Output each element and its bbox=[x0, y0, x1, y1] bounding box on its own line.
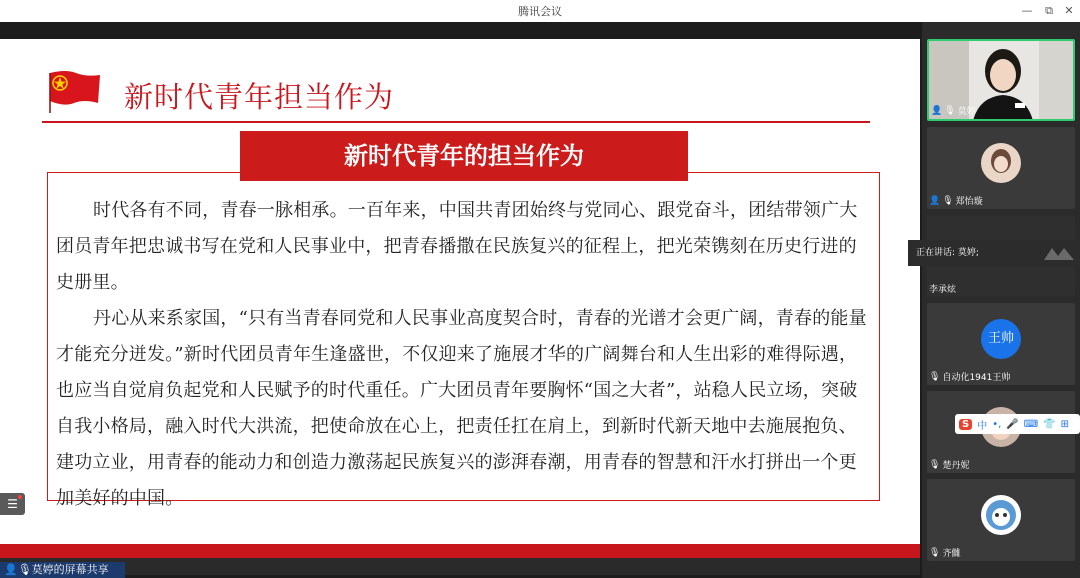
participant-name: 🎙 楚丹妮 bbox=[929, 459, 970, 471]
slide-bottom-band bbox=[0, 544, 920, 558]
chinese-mode-toggle[interactable]: 中 bbox=[977, 420, 988, 432]
user-icon: 👤 bbox=[929, 195, 941, 206]
participant-tile[interactable] bbox=[927, 127, 1075, 209]
participant-tile[interactable] bbox=[927, 39, 1075, 121]
slide-title: 新时代青年担当作为 bbox=[124, 80, 395, 114]
participant-name: 李承炫 bbox=[929, 285, 957, 295]
screen-share-indicator[interactable] bbox=[0, 562, 125, 578]
list-icon: ☰ bbox=[7, 497, 18, 511]
mic-icon: 🎙 bbox=[17, 563, 32, 576]
slide-bottom-bar bbox=[0, 558, 920, 575]
toolbar-toggle-button[interactable] bbox=[0, 493, 25, 515]
content-box bbox=[47, 172, 880, 509]
app-title: 腾讯会议 bbox=[518, 5, 562, 18]
speaking-wave-icon bbox=[1044, 246, 1074, 260]
notification-dot bbox=[18, 495, 22, 499]
punctuation-icon[interactable]: •, bbox=[992, 418, 1002, 430]
toolbox-icon[interactable]: ⊞ bbox=[1060, 418, 1070, 430]
minimize-button[interactable]: — bbox=[1021, 4, 1033, 17]
section-banner: 新时代青年的担当作为 bbox=[240, 131, 688, 181]
paragraph-2: 丹心从来系家国，“只有当青春同党和人民事业高度契合时，青春的光谱才会更广阔，青春的能量才能充分迸发。”新时代团员青年生逢盛世，不仅迎来了施展才华的广阔舞台和人生出彩的难得际遇，也应当自觉肩负起党和人民赋予的时代重任。广大团员青年要胸怀“国之大者”，站稳人民立场，突破自我小格局，融入时代大洪流，把使命放在心上，把责任扛在肩上，到新时代新天地中去施展抱负、建功立业，用青春的能动力和创造力激荡起民族复兴的澎湃春潮，用青春的智慧和汗水打拼出一个更加美好的中国。 bbox=[56, 308, 867, 509]
speaking-indicator: 正在讲话: 莫婷; bbox=[908, 240, 1080, 266]
skin-icon[interactable]: 👕 bbox=[1043, 418, 1056, 430]
keyboard-icon[interactable]: ⌨ bbox=[1023, 418, 1039, 430]
participant-name: 🎙 齐雠 bbox=[929, 547, 961, 559]
mic-icon: 🎙 bbox=[942, 195, 954, 206]
presentation-slide bbox=[0, 39, 920, 575]
user-icon: 👤 bbox=[4, 563, 18, 576]
user-icon: 👤 bbox=[931, 105, 943, 116]
close-button[interactable]: ✕ bbox=[1064, 4, 1074, 17]
sogou-logo-icon[interactable]: S bbox=[959, 419, 972, 430]
window-titlebar bbox=[0, 0, 1080, 23]
participant-tile[interactable] bbox=[927, 303, 1075, 385]
ime-toolbar[interactable] bbox=[955, 414, 1080, 434]
restore-button[interactable]: ⧉ bbox=[1045, 4, 1053, 17]
share-label: 莫婷的屏幕共享 bbox=[31, 563, 109, 576]
mic-icon: 🎙 bbox=[929, 371, 941, 382]
youth-league-flag-icon bbox=[46, 69, 102, 115]
participant-tile[interactable] bbox=[927, 479, 1075, 561]
participant-name: 👤 🎙 郑怡璇 bbox=[929, 195, 983, 207]
mic-icon: 🎙 bbox=[929, 459, 941, 470]
participant-name: 🎙 自动化1941王帅 bbox=[929, 371, 1011, 383]
participant-name: 👤 🎙 莫婷 bbox=[931, 105, 976, 117]
title-divider bbox=[42, 121, 870, 123]
participants-panel bbox=[922, 22, 1080, 578]
avatar bbox=[981, 495, 1021, 535]
avatar bbox=[981, 143, 1021, 183]
avatar: 王帅 bbox=[981, 319, 1021, 359]
mic-icon: 🎙 bbox=[929, 547, 941, 558]
paragraph-1: 时代各有不同，青春一脉相承。一百年来，中国共青团始终与党同心、跟党奋斗，团结带领广大团员青年把忠诚书写在党和人民事业中，把青春播撒在民族复兴的征程上，把光荣镌刻在历史行进的史册里。 bbox=[56, 200, 858, 293]
mic-icon: 🎙 bbox=[944, 105, 956, 116]
voice-input-icon[interactable]: 🎤 bbox=[1006, 418, 1019, 430]
shared-screen-stage bbox=[0, 22, 922, 578]
